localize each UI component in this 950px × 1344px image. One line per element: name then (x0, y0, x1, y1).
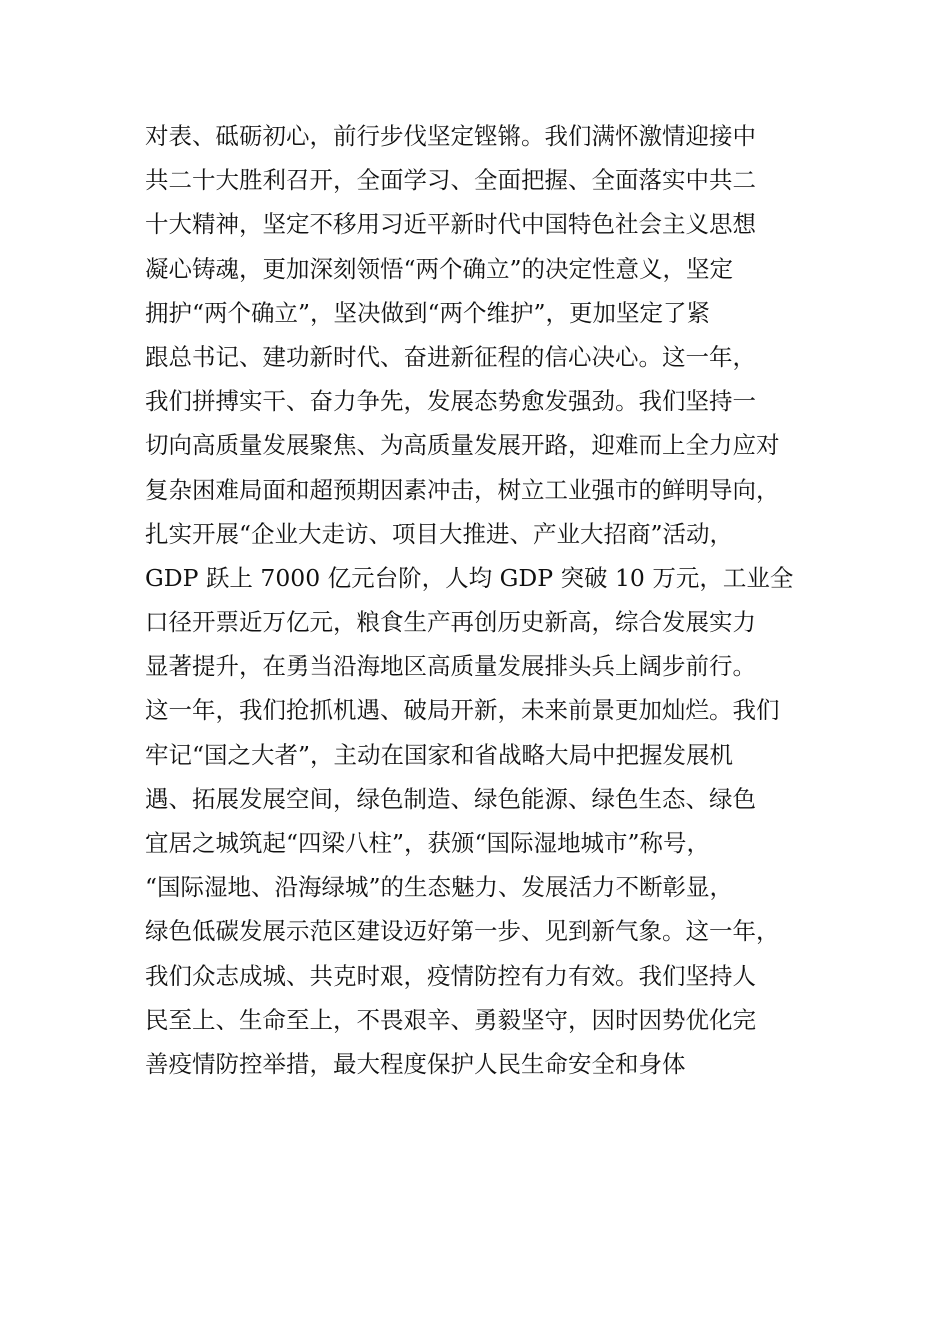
text-line: 我们拼搏实干、奋力争先，发展态势愈发强劲。我们坚持一 (145, 387, 756, 416)
text-line: 凝心铸魂，更加深刻领悟“两个确立”的决定性意义，坚定 (145, 254, 734, 283)
text-line: 宜居之城筑起“四梁八柱”，获颁“国际湿地城市”称号， (145, 829, 711, 857)
text-line: 绿色低碳发展示范区建设迈好第一步、见到新气象。这一年， (145, 917, 780, 946)
text-line: 复杂困难局面和超预期因素冲击，树立工业强市的鲜明导向， (145, 475, 780, 504)
text-line: 我们众志成城、共克时艰，疫情防控有力有效。我们坚持人 (145, 961, 756, 990)
text-line: 十大精神，坚定不移用习近平新时代中国特色社会主义思想 (145, 210, 756, 239)
text-line: 跟总书记、建功新时代、奋进新征程的信心决心。这一年， (145, 342, 756, 371)
text-line: 对表、砥砺初心，前行步伐坚定铿锵。我们满怀激情迎接中 (145, 122, 756, 150)
text-line: 民至上、生命至上，不畏艰辛、勇毅坚守，因时因势优化完 (145, 1005, 756, 1034)
text-line: “国际湿地、沿海绿城”的生态魅力、发展活力不断彰显， (145, 873, 734, 902)
text-line: 遇、拓展发展空间，绿色制造、绿色能源、绿色生态、绿色 (145, 784, 756, 813)
text-line: 牢记“国之大者”，主动在国家和省战略大局中把握发展机 (145, 740, 734, 769)
body-paragraph (145, 114, 835, 1086)
text-line: 扎实开展“企业大走访、项目大推进、产业大招商”活动， (145, 519, 734, 548)
text-line: 口径开票近万亿元，粮食生产再创历史新高，综合发展实力 (145, 608, 756, 637)
text-line: 显著提升，在勇当沿海地区高质量发展排头兵上阔步前行。 (145, 652, 756, 681)
text-line: 善疫情防控举措，最大程度保护人民生命安全和身体 (145, 1049, 686, 1078)
text-line: 拥护“两个确立”，坚决做到“两个维护”，更加坚定了紧 (145, 298, 711, 327)
text-line: 切向高质量发展聚焦、为高质量发展开路，迎难而上全力应对 (145, 431, 780, 460)
text-line: 共二十大胜利召开，全面学习、全面把握、全面落实中共二 (145, 166, 756, 195)
text-line: 这一年，我们抢抓机遇、破局开新，未来前景更加灿烂。我们 (145, 696, 780, 725)
text-line: GDP 跃上 7000 亿元台阶，人均 GDP 突破 10 万元，工业全 (145, 563, 794, 592)
